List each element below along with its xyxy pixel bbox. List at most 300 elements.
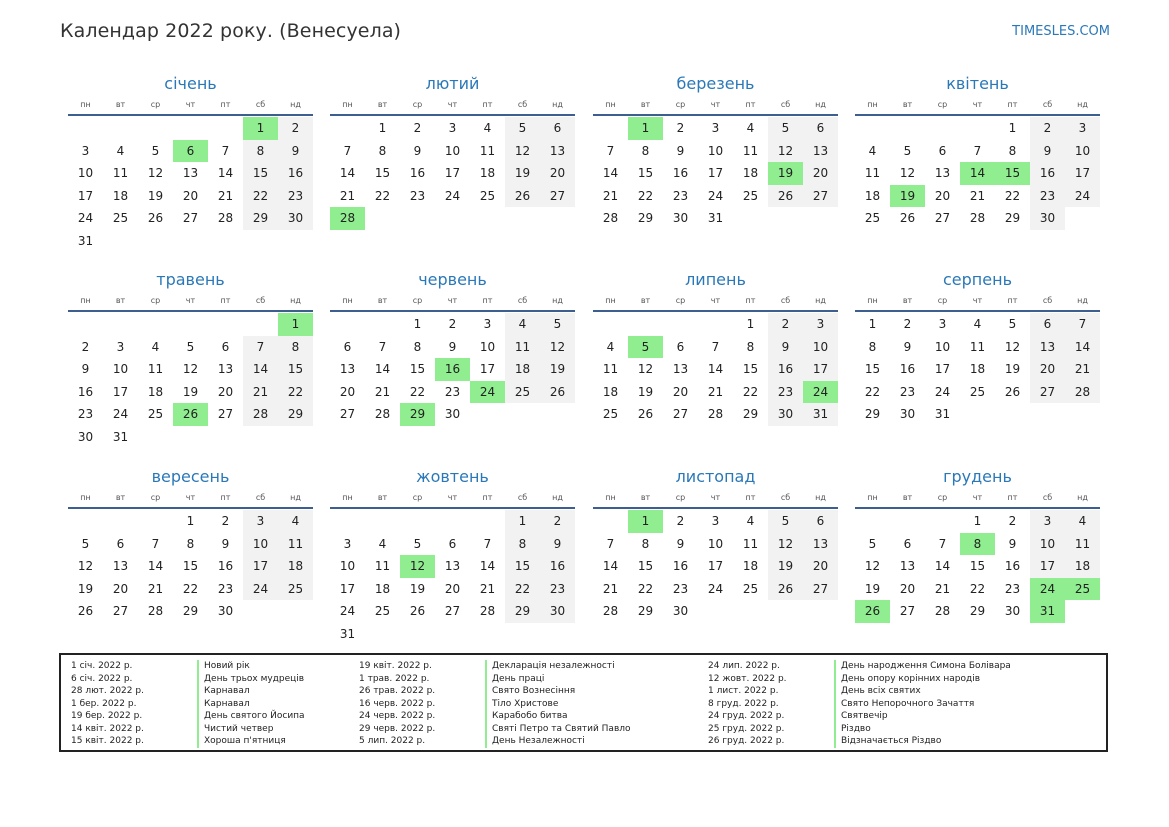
holiday-name: День народження Симона Болівара — [834, 660, 1011, 673]
weekday-label: нд — [552, 100, 563, 109]
calendar-day: 25 — [602, 407, 619, 421]
holiday-name: Карнавал — [197, 685, 250, 698]
calendar-day: 11 — [742, 536, 759, 551]
calendar-day: 13 — [672, 362, 689, 376]
calendar-day: 15 — [637, 166, 654, 180]
calendar-day: 15 — [243, 162, 278, 185]
calendar-day: 30 — [768, 403, 803, 426]
calendar-day: 1 — [868, 317, 877, 331]
calendar-day: 21 — [243, 381, 278, 404]
calendar-day: 28 — [602, 604, 619, 618]
holiday-name: Святвечір — [834, 710, 888, 723]
month-title: грудень — [943, 467, 1012, 486]
calendar-day: 12 — [637, 362, 654, 376]
weekday-label: пт — [745, 100, 756, 109]
calendar-day: 29 — [505, 600, 540, 623]
calendar-day: 7 — [973, 143, 982, 158]
calendar-day: 31 — [707, 211, 724, 225]
empty-day — [855, 117, 890, 140]
weekday-label: сб — [1042, 493, 1053, 502]
calendar-day: 14 — [217, 166, 234, 180]
empty-day — [593, 313, 628, 336]
calendar-day: 30 — [278, 207, 313, 230]
weekday-label: нд — [552, 296, 563, 305]
calendar-day: 30 — [217, 604, 234, 618]
calendar-day: 24 — [243, 578, 278, 601]
empty-day — [400, 510, 435, 533]
weekday-label: ср — [937, 493, 948, 502]
calendar-day: 22 — [243, 185, 278, 208]
calendar-day: 8 — [278, 336, 313, 359]
weekday-label: пн — [342, 296, 353, 305]
calendar-day: 15 — [742, 362, 759, 376]
calendar-day: 14 — [479, 559, 496, 573]
calendar-day: 8 — [1008, 143, 1017, 158]
empty-day — [103, 313, 138, 336]
calendar-day: 27 — [182, 211, 199, 225]
calendar-day: 10 — [1065, 140, 1100, 163]
empty-day — [435, 510, 470, 533]
calendar-day: 4 — [973, 317, 982, 331]
calendar-day: 23 — [409, 188, 426, 203]
calendar-day: 1 — [505, 510, 540, 533]
calendar-day: 9 — [903, 339, 912, 354]
calendar-day: 10 — [77, 166, 94, 180]
holiday-column — [71, 660, 305, 748]
day-grid — [855, 510, 1100, 623]
calendar-day: 30 — [540, 600, 575, 623]
calendar-day: 29 — [182, 604, 199, 618]
holiday-day: 26 — [855, 600, 890, 623]
weekday-header — [593, 96, 838, 116]
calendar-day: 2 — [903, 317, 912, 331]
holiday-day: 6 — [173, 140, 208, 163]
empty-day — [470, 510, 505, 533]
calendar-day: 23 — [899, 384, 916, 399]
holiday-day: 14 — [960, 162, 995, 185]
calendar-day: 13 — [803, 533, 838, 556]
calendar-day: 30 — [77, 429, 94, 444]
calendar-day: 9 — [1008, 536, 1017, 551]
calendar-day: 19 — [409, 581, 426, 596]
weekday-label: вт — [115, 100, 126, 109]
holiday-row — [708, 723, 1011, 736]
weekday-label: пт — [482, 296, 493, 305]
calendar-day: 29 — [637, 604, 654, 618]
calendar-day: 10 — [707, 143, 724, 158]
weekday-header — [68, 489, 313, 509]
calendar-day: 2 — [81, 339, 90, 354]
calendar-day: 8 — [868, 339, 877, 354]
calendar-day: 6 — [343, 339, 352, 354]
calendar-day: 3 — [711, 121, 720, 135]
empty-day — [173, 117, 208, 140]
calendar-day: 31 — [934, 407, 951, 421]
empty-day — [890, 510, 925, 533]
calendar-day: 19 — [768, 555, 803, 578]
calendar-day: 3 — [116, 339, 125, 354]
calendar-day: 13 — [934, 166, 951, 180]
calendar-day: 5 — [768, 510, 803, 533]
calendar-day: 3 — [938, 317, 947, 331]
calendar-day: 9 — [768, 336, 803, 359]
calendar-day: 16 — [768, 358, 803, 381]
holiday-name: Новий рік — [197, 660, 250, 673]
calendar-day: 28 — [217, 211, 234, 225]
weekday-label: сб — [255, 100, 266, 109]
weekday-label: пн — [80, 493, 91, 502]
weekday-label: сб — [780, 100, 791, 109]
calendar-day: 28 — [934, 604, 951, 618]
weekday-label: вт — [902, 100, 913, 109]
site-link[interactable]: TIMESLES.COM — [1012, 24, 1110, 39]
calendar-day: 25 — [742, 581, 759, 596]
calendar-day: 17 — [77, 188, 94, 203]
calendar-day: 18 — [374, 581, 391, 596]
calendar-day: 13 — [182, 166, 199, 180]
weekday-label: сб — [517, 100, 528, 109]
holiday-day: 8 — [960, 533, 995, 556]
calendar-day: 19 — [540, 358, 575, 381]
calendar-day: 26 — [505, 185, 540, 208]
calendar-day: 7 — [1065, 313, 1100, 336]
calendar-day: 28 — [602, 211, 619, 225]
calendar-day: 30 — [444, 407, 461, 421]
calendar-day: 12 — [768, 533, 803, 556]
empty-day — [593, 117, 628, 140]
holiday-name: Різдво — [834, 723, 871, 736]
calendar-day: 5 — [505, 117, 540, 140]
calendar-day: 21 — [602, 581, 619, 596]
calendar-day: 28 — [969, 211, 986, 225]
weekday-label: пн — [867, 493, 878, 502]
calendar-day: 28 — [243, 403, 278, 426]
calendar-day: 15 — [409, 362, 426, 376]
calendar-day: 26 — [147, 211, 164, 225]
calendar-day: 6 — [116, 536, 125, 551]
calendar-day: 1 — [973, 514, 982, 528]
weekday-label: пт — [220, 100, 231, 109]
empty-day — [365, 510, 400, 533]
empty-day — [925, 510, 960, 533]
month-calendar — [593, 269, 838, 426]
calendar-day: 27 — [803, 578, 838, 601]
calendar-day: 27 — [803, 185, 838, 208]
weekday-label: вт — [640, 296, 651, 305]
calendar-day: 9 — [676, 143, 685, 158]
calendar-day: 11 — [969, 339, 986, 354]
calendar-day: 21 — [339, 188, 356, 203]
holiday-name: Святі Петро та Святий Павло — [485, 723, 631, 736]
calendar-day: 23 — [444, 384, 461, 399]
calendar-day: 19 — [637, 384, 654, 399]
calendar-day: 29 — [637, 211, 654, 225]
calendar-day: 4 — [116, 143, 125, 158]
calendar-day: 20 — [217, 384, 234, 399]
weekday-header — [330, 292, 575, 312]
calendar-day: 6 — [448, 536, 457, 551]
calendar-day: 14 — [147, 559, 164, 573]
empty-day — [68, 313, 103, 336]
weekday-label: пт — [1007, 296, 1018, 305]
day-grid — [68, 117, 313, 252]
calendar-day: 13 — [112, 559, 129, 573]
calendar-day: 16 — [899, 362, 916, 376]
calendar-day: 21 — [969, 188, 986, 203]
calendar-day: 5 — [81, 536, 90, 551]
holiday-day: 5 — [628, 336, 663, 359]
calendar-day: 10 — [444, 143, 461, 158]
holiday-date: 14 квіт. 2022 р. — [71, 723, 144, 734]
calendar-day: 10 — [339, 559, 356, 573]
calendar-day: 20 — [540, 162, 575, 185]
weekday-header — [855, 489, 1100, 509]
calendar-day: 4 — [505, 313, 540, 336]
calendar-day: 21 — [1065, 358, 1100, 381]
weekday-label: вт — [377, 100, 388, 109]
calendar-day: 7 — [483, 536, 492, 551]
calendar-day: 21 — [479, 581, 496, 596]
weekday-header — [855, 96, 1100, 116]
calendar-day: 25 — [374, 604, 391, 618]
weekday-label: нд — [290, 493, 301, 502]
calendar-day: 27 — [540, 185, 575, 208]
weekday-label: пн — [867, 296, 878, 305]
empty-day — [208, 313, 243, 336]
calendar-day: 25 — [147, 407, 164, 421]
weekday-label: сб — [255, 493, 266, 502]
calendar-day: 17 — [1030, 555, 1065, 578]
calendar-day: 4 — [151, 339, 160, 354]
calendar-day: 2 — [1008, 514, 1017, 528]
calendar-day: 18 — [505, 358, 540, 381]
holiday-column — [708, 660, 1011, 748]
calendar-day: 7 — [711, 339, 720, 354]
calendar-day: 19 — [147, 188, 164, 203]
calendar-day: 25 — [505, 381, 540, 404]
calendar-day: 3 — [483, 317, 492, 331]
calendar-day: 12 — [182, 362, 199, 376]
weekday-header — [593, 489, 838, 509]
calendar-day: 8 — [243, 140, 278, 163]
calendar-day: 26 — [1004, 384, 1021, 399]
calendar-day: 25 — [742, 188, 759, 203]
weekday-label: чт — [185, 100, 196, 109]
calendar-day: 3 — [448, 121, 457, 135]
calendar-day: 3 — [81, 143, 90, 158]
calendar-day: 7 — [606, 143, 615, 158]
weekday-label: сб — [1042, 100, 1053, 109]
holiday-name: День всіх святих — [834, 685, 921, 698]
weekday-label: пт — [220, 493, 231, 502]
calendar-day: 22 — [409, 384, 426, 399]
holiday-date: 25 груд. 2022 р. — [708, 723, 785, 734]
calendar-day: 1 — [1008, 121, 1017, 135]
holiday-name: Чистий четвер — [197, 723, 273, 736]
calendar-day: 10 — [243, 533, 278, 556]
calendar-day: 21 — [374, 384, 391, 399]
calendar-day: 8 — [378, 143, 387, 158]
calendar-day: 6 — [1030, 313, 1065, 336]
empty-day — [330, 117, 365, 140]
calendar-day: 16 — [672, 559, 689, 573]
calendar-day: 21 — [707, 384, 724, 399]
calendar-day: 6 — [676, 339, 685, 354]
calendar-day: 6 — [803, 117, 838, 140]
calendar-day: 26 — [768, 578, 803, 601]
weekday-label: пн — [867, 100, 878, 109]
calendar-day: 4 — [1065, 510, 1100, 533]
weekday-label: вт — [902, 296, 913, 305]
calendar-day: 20 — [934, 188, 951, 203]
holiday-date: 6 січ. 2022 р. — [71, 673, 133, 684]
calendar-day: 15 — [278, 358, 313, 381]
calendar-day: 9 — [413, 143, 422, 158]
weekday-header — [330, 489, 575, 509]
calendar-day: 14 — [243, 358, 278, 381]
weekday-header — [68, 96, 313, 116]
holiday-date: 1 трав. 2022 р. — [359, 673, 430, 684]
calendar-day: 7 — [243, 336, 278, 359]
weekday-label: чт — [447, 493, 458, 502]
holiday-day: 15 — [995, 162, 1030, 185]
holiday-row — [71, 735, 305, 748]
calendar-day: 7 — [606, 536, 615, 551]
calendar-day: 17 — [707, 559, 724, 573]
empty-day — [663, 313, 698, 336]
calendar-day: 12 — [768, 140, 803, 163]
empty-day — [243, 313, 278, 336]
holiday-day: 1 — [243, 117, 278, 140]
month-title: червень — [418, 270, 487, 289]
weekday-label: пт — [745, 493, 756, 502]
calendar-day: 17 — [112, 384, 129, 399]
holiday-row — [359, 735, 631, 748]
calendar-day: 14 — [934, 559, 951, 573]
calendar-day: 17 — [934, 362, 951, 376]
calendar-day: 22 — [637, 188, 654, 203]
weekday-label: нд — [815, 493, 826, 502]
empty-day — [698, 313, 733, 336]
calendar-day: 24 — [934, 384, 951, 399]
holiday-row — [708, 660, 1011, 673]
calendar-day: 30 — [1030, 207, 1065, 230]
calendar-day: 3 — [1065, 117, 1100, 140]
month-calendar — [330, 269, 575, 426]
holiday-day: 1 — [628, 510, 663, 533]
calendar-day: 26 — [77, 604, 94, 618]
holiday-name: Свято Вознесіння — [485, 685, 575, 698]
holiday-row — [71, 710, 305, 723]
weekday-label: нд — [815, 296, 826, 305]
calendar-day: 6 — [221, 339, 230, 354]
day-grid — [593, 117, 838, 230]
calendar-day: 10 — [803, 336, 838, 359]
day-grid — [593, 313, 838, 426]
calendar-day: 11 — [479, 143, 496, 158]
calendar-day: 16 — [1030, 162, 1065, 185]
calendar-day: 19 — [505, 162, 540, 185]
calendar-day: 5 — [768, 117, 803, 140]
calendar-day: 22 — [278, 381, 313, 404]
holiday-date: 1 січ. 2022 р. — [71, 661, 133, 671]
calendar-day: 29 — [278, 403, 313, 426]
holiday-day: 25 — [1065, 578, 1100, 601]
calendar-day: 20 — [672, 384, 689, 399]
empty-day — [890, 117, 925, 140]
calendar-day: 7 — [343, 143, 352, 158]
holiday-name: Тіло Христове — [485, 698, 558, 711]
calendar-day: 12 — [864, 559, 881, 573]
calendar-day: 16 — [1004, 559, 1021, 573]
calendar-day: 13 — [803, 140, 838, 163]
calendar-day: 23 — [217, 581, 234, 596]
calendar-day: 18 — [278, 555, 313, 578]
calendar-day: 2 — [448, 317, 457, 331]
weekday-label: нд — [290, 100, 301, 109]
calendar-day: 3 — [243, 510, 278, 533]
calendar-day: 29 — [243, 207, 278, 230]
calendar-day: 24 — [707, 581, 724, 596]
empty-day — [593, 510, 628, 533]
calendar-day: 23 — [1004, 581, 1021, 596]
calendar-day: 11 — [742, 143, 759, 158]
day-grid — [855, 313, 1100, 426]
calendar-day: 20 — [182, 188, 199, 203]
calendar-day: 22 — [505, 578, 540, 601]
calendar-day: 22 — [374, 188, 391, 203]
calendar-day: 6 — [540, 117, 575, 140]
weekday-label: нд — [1077, 493, 1088, 502]
month-calendar — [68, 73, 313, 252]
day-grid — [330, 117, 575, 230]
holiday-row — [359, 673, 631, 686]
month-calendar — [330, 466, 575, 645]
calendar-day: 9 — [221, 536, 230, 551]
calendar-day: 25 — [864, 211, 881, 225]
calendar-day: 3 — [343, 536, 352, 551]
holiday-row — [708, 710, 1011, 723]
calendar-day: 10 — [1030, 533, 1065, 556]
holiday-date: 26 трав. 2022 р. — [359, 686, 436, 696]
calendar-day: 14 — [1065, 336, 1100, 359]
calendar-day: 11 — [147, 362, 164, 376]
weekday-label: чт — [447, 100, 458, 109]
holiday-day: 26 — [173, 403, 208, 426]
holiday-day: 12 — [400, 555, 435, 578]
weekday-label: нд — [1077, 100, 1088, 109]
month-title: вересень — [151, 467, 230, 486]
calendar-day: 16 — [540, 555, 575, 578]
holiday-day: 24 — [470, 381, 505, 404]
calendar-day: 30 — [672, 211, 689, 225]
weekday-label: чт — [447, 296, 458, 305]
calendar-day: 20 — [803, 162, 838, 185]
calendar-day: 23 — [1030, 185, 1065, 208]
month-calendar — [855, 269, 1100, 426]
calendar-day: 17 — [339, 581, 356, 596]
weekday-header — [68, 292, 313, 312]
calendar-day: 7 — [378, 339, 387, 354]
calendar-day: 21 — [147, 581, 164, 596]
weekday-label: пт — [1007, 100, 1018, 109]
empty-day — [960, 117, 995, 140]
calendar-day: 31 — [803, 403, 838, 426]
calendar-day: 15 — [505, 555, 540, 578]
calendar-day: 27 — [899, 604, 916, 618]
holiday-date: 16 черв. 2022 р. — [359, 698, 436, 709]
month-title: листопад — [675, 467, 756, 486]
